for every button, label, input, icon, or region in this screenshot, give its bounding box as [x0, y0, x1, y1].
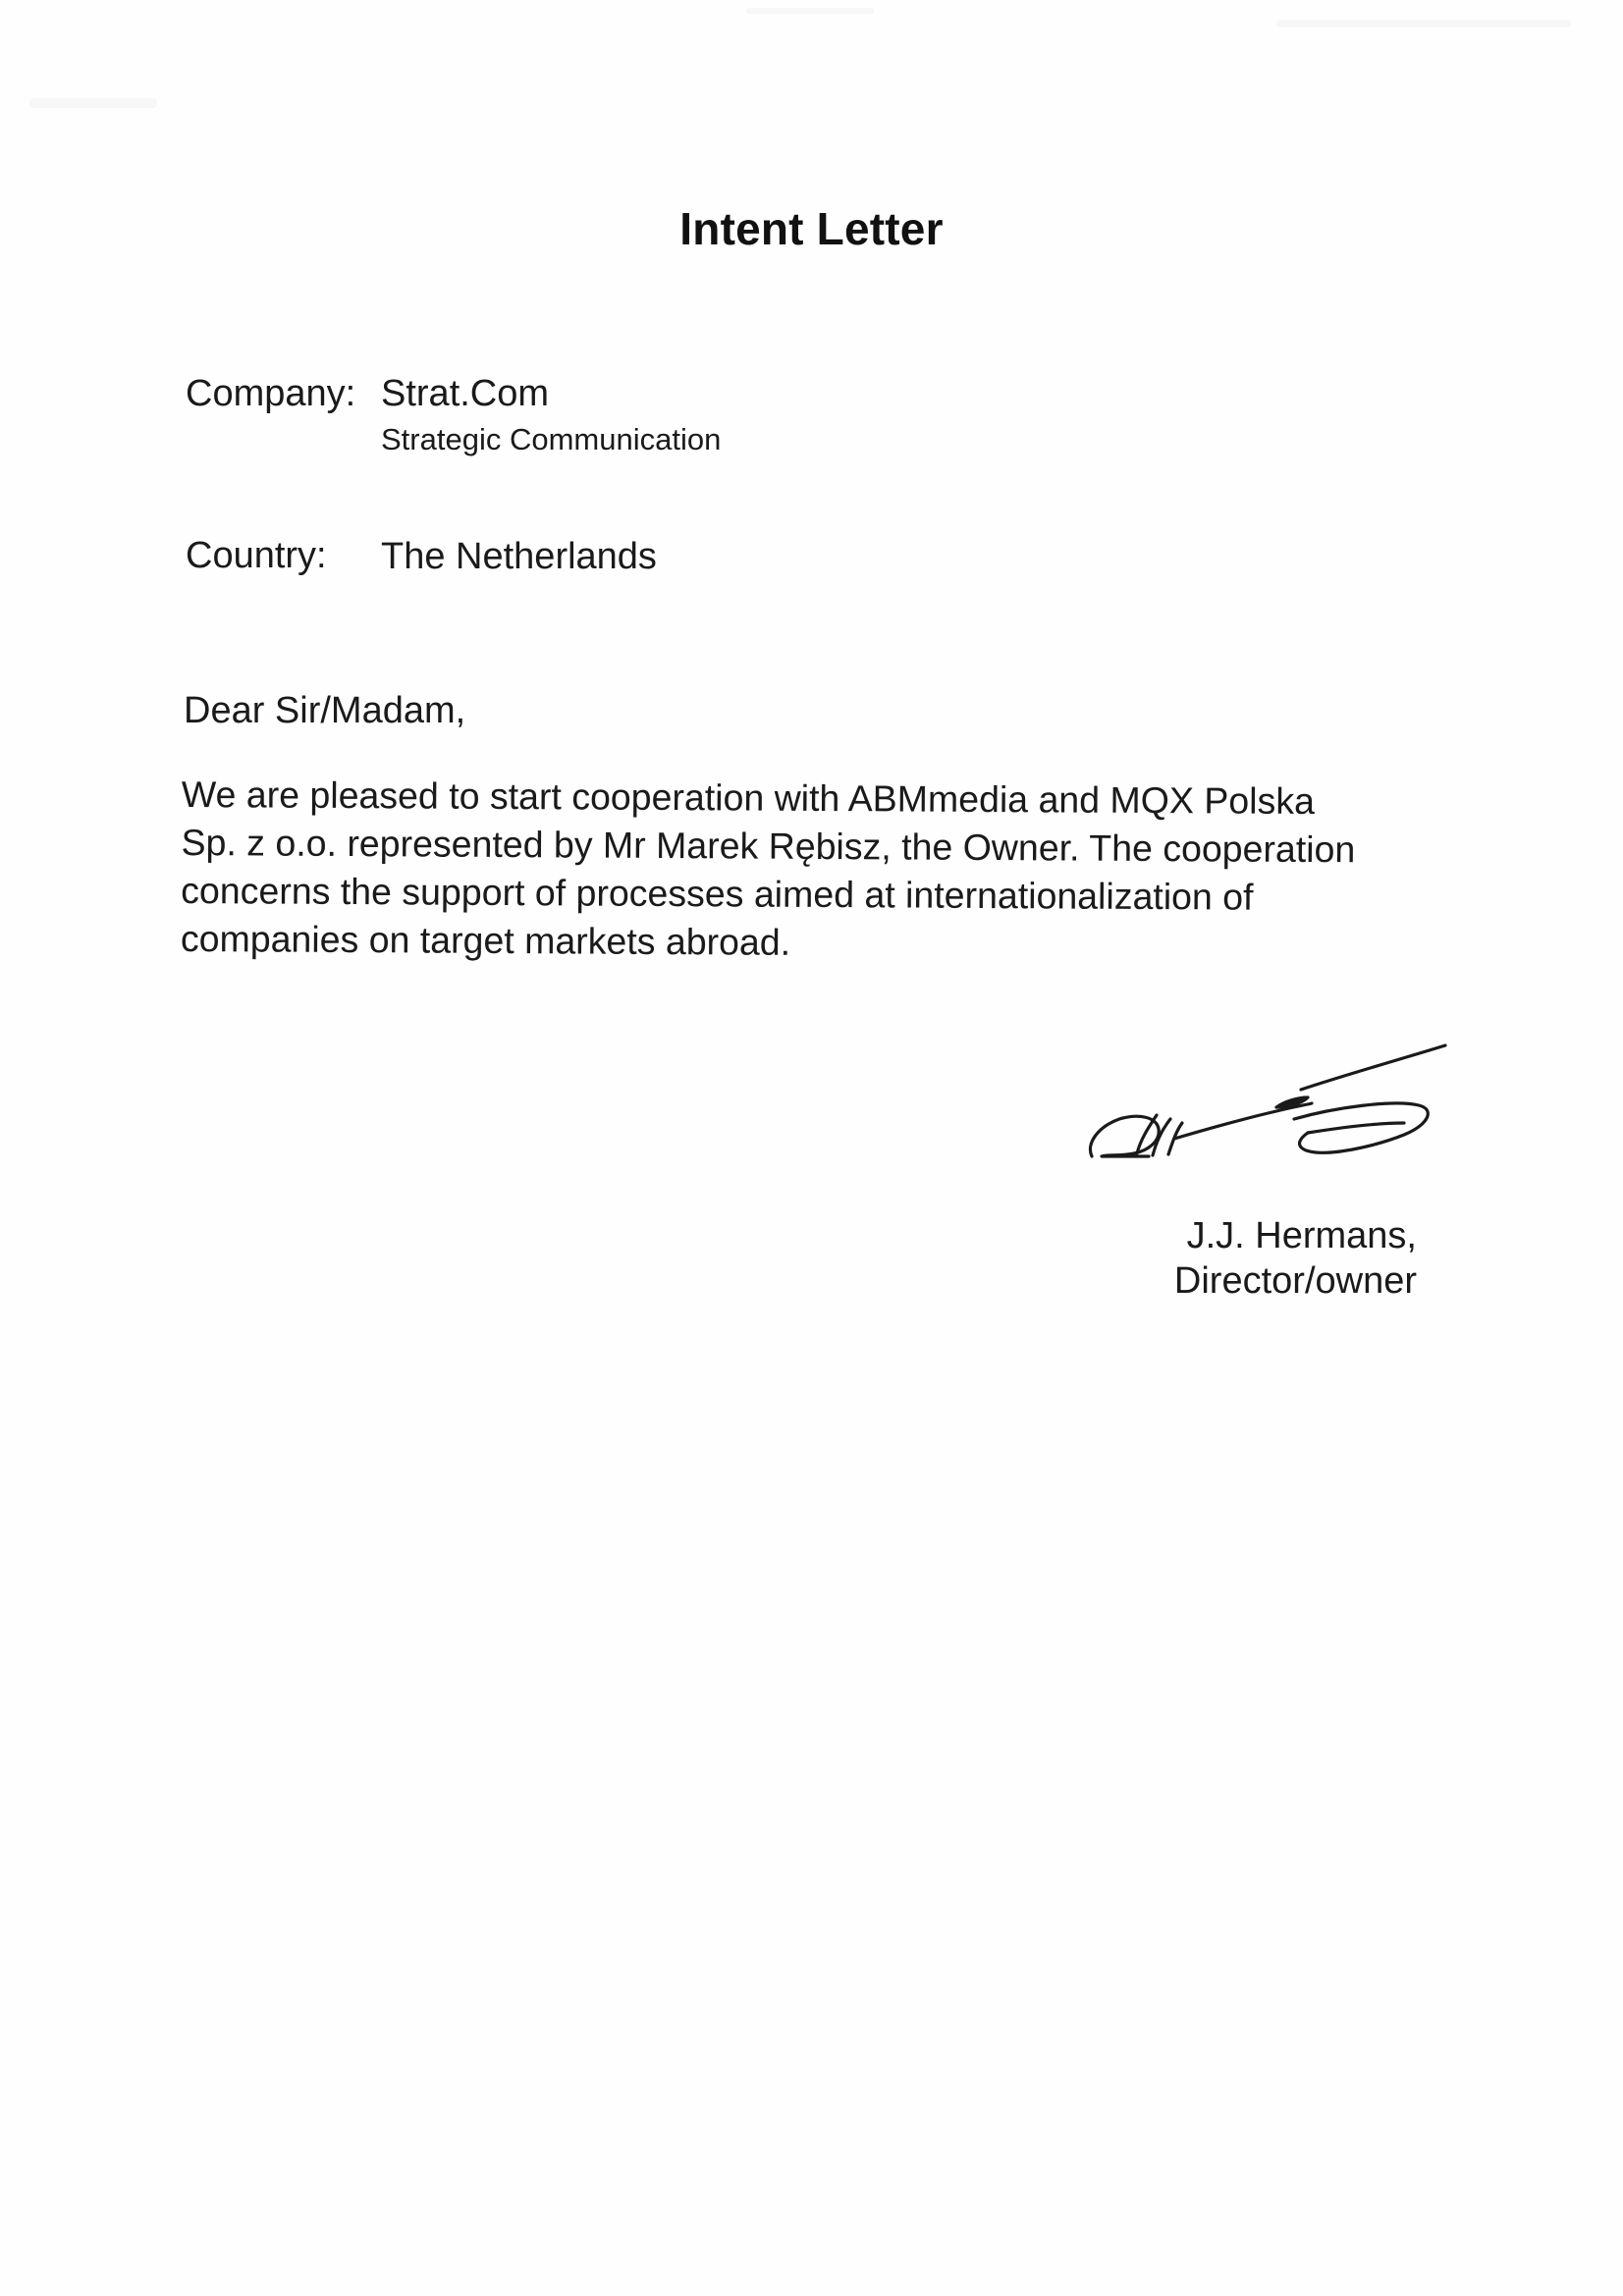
- body-line: concerns the support of processes aimed at internationalization of: [181, 869, 1254, 918]
- scan-artifact: [1276, 20, 1571, 27]
- letter-title: Intent Letter: [679, 203, 944, 254]
- country-label: Country:: [186, 535, 327, 576]
- signer-block: [1174, 1213, 1417, 1304]
- signer-title: Director/owner: [1173, 1260, 1417, 1302]
- salutation: Dear Sir/Madam,: [184, 690, 466, 731]
- body-line: Sp. z o.o. represented by Mr Marek Rębisz, the Owner. The cooperation: [181, 821, 1356, 871]
- company-label: Company:: [186, 373, 356, 414]
- signer-name: J.J. Hermans,: [1186, 1215, 1417, 1256]
- scan-artifact: [29, 98, 157, 108]
- body-line: We are pleased to start cooperation with ABMmedia and MQX Polska: [181, 773, 1316, 823]
- body-line: companies on target markets abroad.: [180, 917, 791, 963]
- letter-body: [181, 771, 1429, 971]
- handwritten-signature: [1080, 1021, 1463, 1178]
- scan-artifact: [746, 8, 874, 14]
- country-value: The Netherlands: [381, 536, 657, 577]
- company-name: Strat.Com: [381, 373, 550, 414]
- company-subtitle: Strategic Communication: [381, 422, 722, 456]
